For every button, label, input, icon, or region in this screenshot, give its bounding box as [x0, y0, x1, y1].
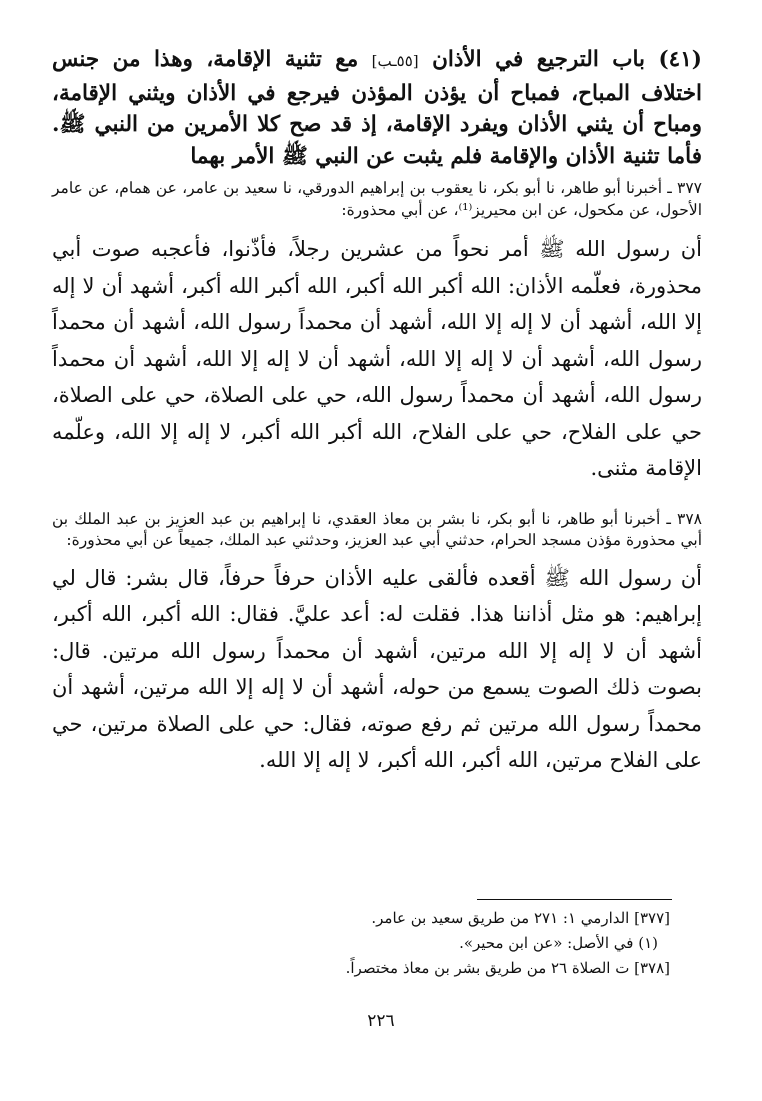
- chapter-number: (٤١): [658, 47, 702, 72]
- page-body: [52, 44, 702, 779]
- hadith-378-matn: أن رسول الله ﷺ أقعده فألقى عليه الأذان حرفاً حرفاً، قال بشر: قال لي إبراهيم: هو مثل أذاننا هذا. فقلت له: أعد عليَّ. فقال: الله أكبر، الله أكبر، أشهد أن لا إله إلا الله مرتين، أشهد أن محمداً رسول الله مرتين. قال: بصوت ذلك الصوت يسمع من حوله، أشهد أن لا إله إلا الله مرتين، أشهد أن محمداً رسول الله مرتين ثم رفع صوته، فقال: حي على الصلاة مرتين، حي على الفلاح مرتين، الله أكبر، الله أكبر، لا إله إلا الله.: [52, 565, 702, 772]
- footnote-378: [٣٧٨] ت الصلاة ٢٦ من طريق بشر بن معاذ مختصراً.: [345, 959, 670, 977]
- hadith-377-matn: أن رسول الله ﷺ أمر نحواً من عشرين رجلاً، فأذّنوا، فأعجبه صوت أبي محذورة، فعلّمه الأذان: الله أكبر الله أكبر، الله أكبر الله أكبر، أشهد أن لا إله إلا الله، أشهد أن لا إله إلا الله، أشهد أن محمداً رسول الله، أشهد أن محمداً رسول الله، أشهد أن لا إله إلا الله، أشهد أن لا إله إلا الله، أشهد أن محمداً رسول الله، أشهد أن محمداً رسول الله، حي على الصلاة، حي على الصلاة، حي على الفلاح، حي على الفلاح، الله أكبر الله أكبر، لا إله إلا الله، وعلّمه الإقامة مثنى.: [52, 237, 702, 480]
- chapter-title: باب الترجيع في الأذان: [432, 47, 646, 72]
- footnote-1: (١) في الأصل: «عن ابن محير».: [459, 934, 658, 952]
- page-number: ٢٢٦: [367, 1011, 395, 1031]
- hadith-377-isnad: ٣٧٧ ـ أخبرنا أبو طاهر، نا أبو بكر، نا يعقوب بن إبراهيم الدورقي، نا سعيد بن عامر، عن همام، عن عامر الأحول، عن مكحول، عن ابن محيريز⁽¹⁾، عن أبي محذورة:: [52, 179, 702, 219]
- chapter-text: مع تثنية الإقامة، وهذا من جنس اختلاف المباح، فمباح أن يؤذن المؤذن فيرجع في الأذان ويثني الإقامة، ومباح أن يثني الأذان ويفرد الإقامة، إذ قد صح كلا الأمرين من النبي ﷺ. فأما تثنية الأذان والإقامة فلم يثبت عن النبي ﷺ الأمر بهما: [52, 47, 702, 169]
- footnotes: [250, 906, 670, 981]
- footnote-divider: [477, 899, 672, 900]
- footnote-377: [٣٧٧] الدارمي ١: ٢٧١ من طريق سعيد بن عامر.: [371, 909, 670, 927]
- manuscript-folio-ref: [٥٥ـب]: [371, 52, 419, 70]
- chapter-heading: [52, 44, 702, 172]
- hadith-378-isnad: ٣٧٨ ـ أخبرنا أبو طاهر، نا أبو بكر، نا بشر بن معاذ العقدي، نا إبراهيم بن عبد العزيز بن عبد الملك بن أبي محذورة مؤذن مسجد الحرام، حدثني أبي عبد العزيز، وحدثني عبد الملك، جميعاً عن أبي محذورة:: [52, 509, 702, 549]
